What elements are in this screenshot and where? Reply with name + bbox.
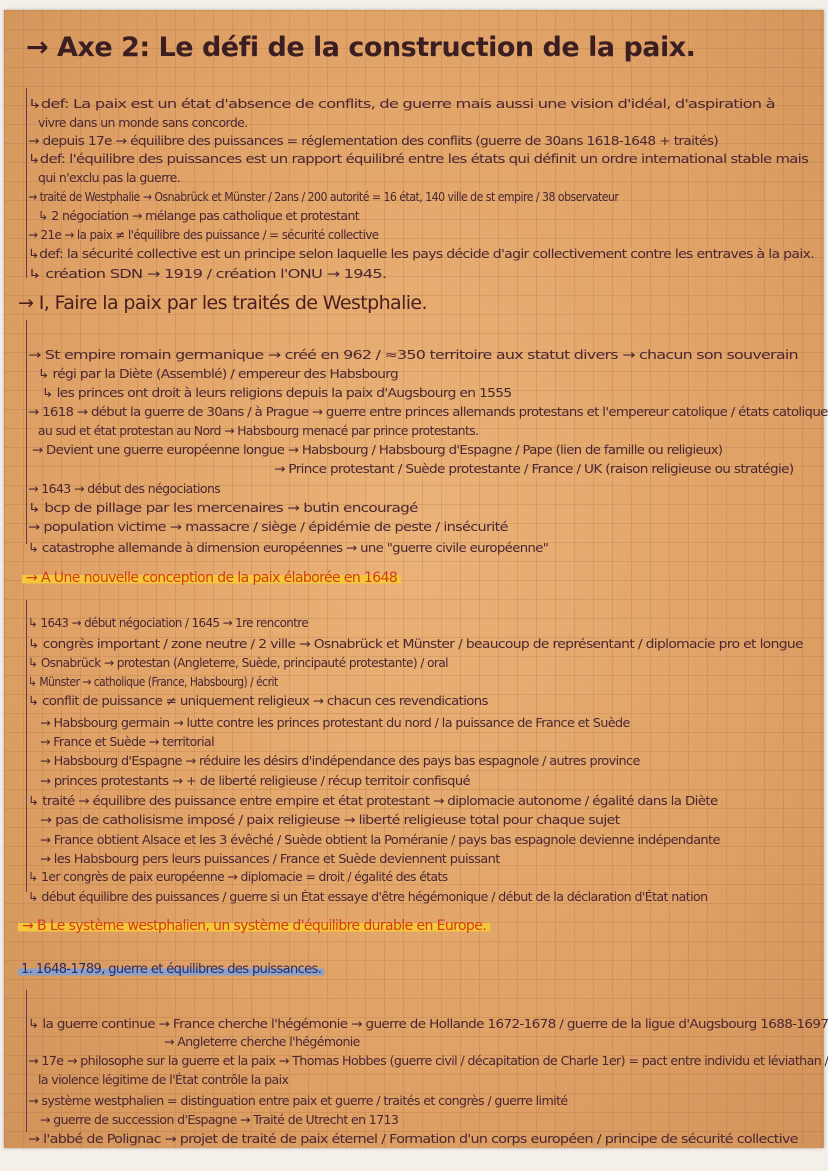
subsection-b-heading: → B Le système westphalien, un système d'équilibre durable en Europe. [18, 918, 490, 934]
section-1-line: → 1643 → début des négociations [28, 481, 221, 496]
section-1-line: → Prince protestant / Suède protestante / France / UK (raison religieuse ou stratégie) [274, 461, 794, 476]
subsection-b-part-1-line: → système westphalien = distinguation entre paix et guerre / traités et congrès / guerre limité [28, 1093, 568, 1108]
subsection-b-part-1-line: → guerre de succession d'Espagne → Traité de Utrecht en 1713 [40, 1112, 399, 1127]
intro-line: ↳ 2 négociation → mélange pas catholique et protestant [38, 208, 360, 223]
page-title: → Axe 2: Le défi de la construction de la paix. [26, 32, 696, 63]
subsection-a-line: ↳ début équilibre des puissances / guerre si un État essaye d'être hégémonique / début de la déclaration d'État nation [28, 889, 708, 904]
intro-line: vivre dans un monde sans concorde. [38, 115, 248, 130]
section-1-line: → 1618 → début la guerre de 30ans / à Prague → guerre entre princes allemands protestans et l'empereur catolique / états catolique [28, 404, 828, 419]
margin-rail [26, 88, 27, 278]
subsection-a-line: ↳ traité → équilibre des puissance entre empire et état protestant → diplomacie autonome / égalité dans la Diète [28, 793, 718, 808]
subsection-a-line: ↳ Münster → catholique (France, Habsbourg) / écrit [28, 674, 278, 689]
margin-rail [26, 600, 27, 892]
subsection-a-line: → les Habsbourg pers leurs puissances / France et Suède deviennent puissant [40, 851, 500, 866]
subsection-a-line: ↳ conflit de puissance ≠ uniquement religieux → chacun ces revendications [28, 693, 488, 708]
intro-line: qui n'exclu pas la guerre. [38, 170, 181, 185]
intro-line: ↳ création SDN → 1919 / création l'ONU → 1945. [28, 266, 387, 281]
subsection-a-line: → Habsbourg d'Espagne → réduire les désirs d'indépendance des pays bas espagnole / autres province [40, 753, 640, 768]
intro-line: → depuis 17e → équilibre des puissances = réglementation des conflits (guerre de 30ans 1618-1648 + traités) [28, 133, 719, 148]
subsection-b-part-1-line: → l'abbé de Polignac → projet de traité de paix éternel / Formation d'un corps européen / principe de sécurité collective [28, 1131, 798, 1146]
section-1-line: ↳ les princes ont droit à leurs religions depuis la paix d'Augsbourg en 1555 [42, 385, 512, 400]
subsection-b-part-1-heading: 1. 1648-1789, guerre et équilibres des puissances. [18, 962, 324, 977]
section-1-line: → St empire romain germanique → créé en 962 / ≈350 territoire aux statut divers → chacun son souverain [28, 347, 798, 362]
intro-line: → 21e → la paix ≠ l'équilibre des puissance / = sécurité collective [28, 227, 379, 242]
subsection-b-part-1-line: ↳ la guerre continue → France cherche l'hégémonie → guerre de Hollande 1672-1678 / guerre de la ligue d'Augsbourg 1688-1697 [28, 1016, 828, 1031]
subsection-a-line: → pas de catholisisme imposé / paix religieuse → liberté religieuse total pour chaque sujet [40, 812, 620, 827]
subsection-a-line: ↳ congrès important / zone neutre / 2 ville → Osnabrück et Münster / beaucoup de représentant / diplomacie pro et longue [28, 636, 803, 651]
section-1-line: → population victime → massacre / siège / épidémie de peste / insécurité [28, 519, 508, 534]
subsection-a-line: ↳ 1er congrès de paix européenne → diplomacie = droit / égalité des états [28, 869, 448, 884]
subsection-b-part-1-line: la violence légitime de l'État contrôle la paix [38, 1072, 289, 1087]
section-1-line: ↳ catastrophe allemande à dimension européennes → une "guerre civile européenne" [28, 540, 549, 555]
section-1-line: ↳ régi par la Diète (Assemblé) / empereur des Habsbourg [38, 366, 399, 381]
section-1-line: → Devient une guerre européenne longue → Habsbourg / Habsbourg d'Espagne / Pape (lien de famille ou religieux) [32, 442, 723, 457]
intro-line: → traité de Westphalie → Osnabrück et Münster / 2ans / 200 autorité = 16 état, 140 ville de st empire / 38 observateur [28, 189, 619, 204]
subsection-b-part-1-line: → 17e → philosophe sur la guerre et la paix → Thomas Hobbes (guerre civil / décapitation de Charle 1er) = pact entre individu et léviathan / [28, 1053, 828, 1068]
subsection-a-line: ↳ Osnabrück → protestan (Angleterre, Suède, principauté protestante) / oral [28, 655, 448, 670]
notebook-page [4, 10, 828, 1148]
section-1-line: ↳ bcp de pillage par les mercenaires → butin encouragé [28, 500, 418, 515]
section-1-line: au sud et état protestan au Nord → Habsbourg menacé par prince protestants. [38, 423, 479, 438]
intro-line: ↳def: l'équilibre des puissances est un rapport équilibré entre les états qui définit un ordre international stable mais [28, 151, 809, 166]
margin-rail [26, 990, 27, 1132]
subsection-a-line: → Habsbourg germain → lutte contre les princes protestant du nord / la puissance de France et Suède [40, 715, 630, 730]
subsection-a-line: → princes protestants → + de liberté religieuse / récup territoir confisqué [40, 773, 470, 788]
subsection-a-heading: → A Une nouvelle conception de la paix élaborée en 1648 [22, 570, 401, 586]
subsection-a-line: → France obtient Alsace et les 3 évêché / Suède obtient la Poméranie / pays bas espagnole devienne indépendante [40, 832, 720, 847]
subsection-a-line: → France et Suède → territorial [40, 734, 214, 749]
subsection-b-part-1-line: → Angleterre cherche l'hégémonie [164, 1034, 360, 1049]
section-1-heading: → I, Faire la paix par les traités de Westphalie. [18, 292, 427, 314]
intro-line: ↳def: la sécurité collective est un principe selon laquelle les pays décide d'agir collectivement contre les entraves à la paix. [28, 246, 814, 261]
intro-line: ↳def: La paix est un état d'absence de conflits, de guerre mais aussi une vision d'idéal, d'aspiration à [28, 96, 775, 111]
subsection-a-line: ↳ 1643 → début négociation / 1645 → 1re rencontre [28, 615, 309, 630]
margin-rail [26, 320, 27, 544]
